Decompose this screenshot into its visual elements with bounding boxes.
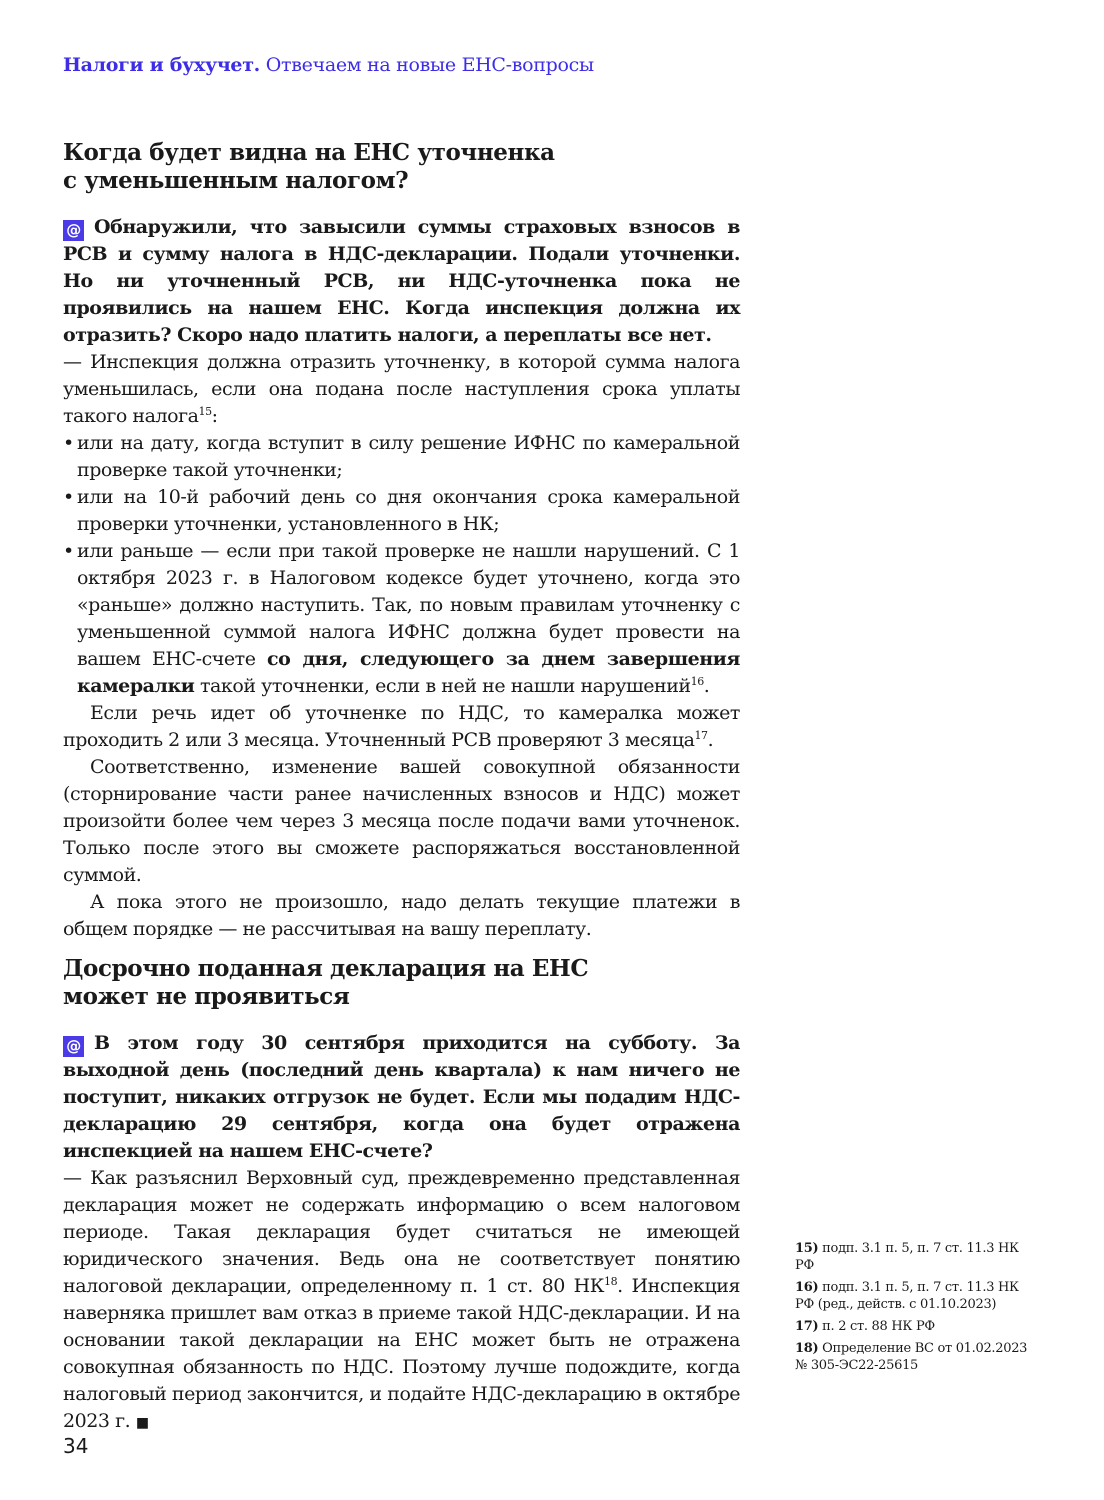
heading-line: Досрочно поданная декларация на ЕНС [63, 955, 589, 982]
footnotes [795, 1240, 1035, 1379]
punct: . [707, 729, 714, 751]
footnote-number: 15) [795, 1241, 819, 1256]
article-1-heading [63, 139, 740, 195]
punct: . [703, 675, 710, 697]
footnote [795, 1279, 1035, 1313]
list-item [63, 538, 740, 700]
end-mark-icon: ■ [135, 1415, 149, 1431]
at-question-icon: @ [63, 220, 84, 241]
footnote-text: п. 2 ст. 88 НК РФ [818, 1319, 935, 1334]
question-2 [63, 1030, 740, 1165]
footnote-number: 17) [795, 1319, 819, 1334]
list-item-text: или раньше — если при такой проверке не нашли нарушений. [77, 540, 700, 562]
footnote-text: подп. 3.1 п. 5, п. 7 ст. 11.3 НК РФ (ред., действ. с 01.10.2023) [795, 1280, 1019, 1312]
list-item: • или на дату, когда вступит в силу решение ИФНС по камеральной проверке такой уточненки; [63, 430, 740, 484]
section-title: Отвечаем на новые ЕНС-вопросы [265, 54, 594, 76]
list-item-text: такой уточненки, если в ней не нашли нарушений [194, 675, 691, 697]
footnote-number: 18) [795, 1341, 819, 1356]
paragraph: Соответственно, изменение вашей совокупной обязанности (сторнирование части ранее начисленных взносов и НДС) может произойти более чем через 3 месяца после подачи вами уточненок. Только после этого вы сможете распоряжаться восстановленной суммой. [63, 756, 740, 886]
article-1 [63, 139, 740, 943]
question-1 [63, 214, 740, 349]
article-2-heading [63, 955, 740, 1011]
paragraph: А пока этого не произошло, надо делать текущие платежи в общем порядке — не рассчитывая на вашу переплату. [63, 891, 740, 940]
list-item-text: С 1 октября 2023 г. в Налоговом кодексе будет уточнено, когда это «раньше» должно наступить. Так, по новым правилам уточненку с уменьшенной суммой налога ИФНС должна будет провести на вашем ЕНС-счете [77, 540, 740, 670]
question-text: Обнаружили, что завысили суммы страховых взносов в РСВ и сумму налога в НДС-декларации. Подали уточненки. Но ни уточненный РСВ, ни НДС-уточненка пока не проявились на нашем ЕНС. Когда инспекция должна их отразить? Скоро надо платить налоги, а переплаты все нет. [63, 216, 740, 346]
section-name: Налоги и бухучет. [63, 54, 260, 76]
paragraph [63, 700, 740, 754]
paragraph-text: Если речь идет об уточненке по НДС, то камералка может проходить 2 или 3 месяца. Уточненный РСВ проверяют 3 месяца [63, 702, 740, 751]
question-text: В этом году 30 сентября приходится на субботу. За выходной день (последний день квартала) к нам ничего не поступит, никаких отгрузок не будет. Если мы подадим НДС-декларацию 29 сентября, когда она будет отражена инспекцией на нашем ЕНС-счете? [63, 1032, 740, 1162]
footnote [795, 1340, 1035, 1374]
heading-line: с уменьшенным налогом? [63, 167, 409, 194]
running-header [63, 54, 594, 76]
footnote-text: Определение ВС от 01.02.2023 № 305-ЭС22-25615 [795, 1341, 1028, 1373]
list-item: • или на 10-й рабочий день со дня окончания срока камеральной проверки уточненки, установленного в НК; [63, 484, 740, 538]
footnote [795, 1318, 1035, 1335]
heading-line: может не проявиться [63, 983, 350, 1010]
answer-intro [63, 349, 740, 430]
footnote-ref: 16 [690, 675, 704, 688]
footnote-ref: 15 [198, 405, 212, 418]
emphasis: со дня, следующего за днем завершения камералки [77, 648, 740, 697]
footnote-ref: 17 [694, 729, 708, 742]
footnote-text: подп. 3.1 п. 5, п. 7 ст. 11.3 НК РФ [795, 1241, 1019, 1273]
answer [63, 1165, 740, 1437]
page-number: 34 [63, 1434, 89, 1458]
punct: : [211, 405, 218, 427]
footnote-number: 16) [795, 1280, 819, 1295]
conditions-list [63, 430, 740, 700]
footnote-ref: 18 [604, 1275, 618, 1288]
answer-text: — Инспекция должна отразить уточненку, в которой сумма налога уменьшилась, если она подана после наступления срока уплаты такого налога [63, 351, 740, 427]
article-2 [63, 955, 740, 1437]
answer-text: — Как разъяснил Верховный суд, преждевременно представленная декларация может не содержать информацию о всем налоговом периоде. Такая декларация будет считаться не имеющей юридического значения. Ведь она не соответствует понятию налоговой декларации, определенному п. 1 ст. 80 НК [63, 1167, 740, 1297]
at-question-icon: @ [63, 1036, 84, 1057]
footnote [795, 1240, 1035, 1274]
answer-text: . Инспекция наверняка пришлет вам отказ в приеме такой НДС-декларации. И на основании такой декларации на ЕНС может быть не отражена совокупная обязанность по НДС. Поэтому лучше подождите, когда налоговый период закончится, и подайте НДС-декларацию в октябре 2023 г. [63, 1275, 741, 1432]
heading-line: Когда будет видна на ЕНС уточненка [63, 139, 555, 166]
